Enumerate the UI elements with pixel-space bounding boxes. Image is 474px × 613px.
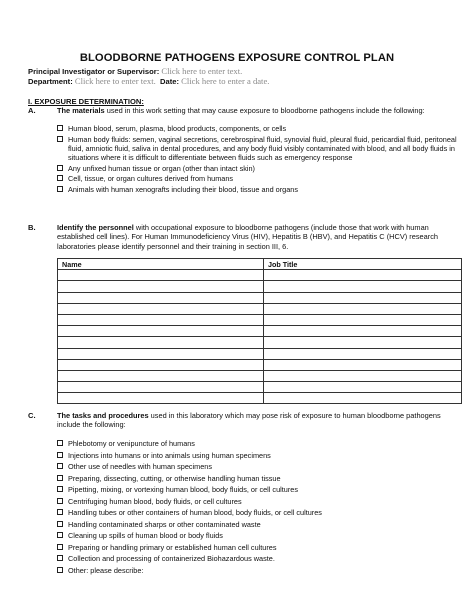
checkbox-icon[interactable] — [57, 175, 63, 181]
section-b-intro-text: with occupational exposure to bloodborne pathogens (include those that work with human established cell lines). For Human Immunodeficiency Virus (HIV), Hepatitis B (HBV), and Hepatitis C (HCV) research laboratories please identify personnel and their training in section III, 6. — [57, 223, 439, 251]
job-title-cell[interactable] — [264, 303, 462, 314]
table-row — [58, 326, 462, 337]
department-field-row — [28, 76, 269, 87]
job-title-cell[interactable] — [264, 292, 462, 303]
checkbox-icon[interactable] — [57, 555, 63, 561]
name-cell[interactable] — [58, 281, 264, 292]
table-row — [58, 393, 462, 404]
list-item[interactable]: Phlebotomy or venipuncture of humans — [57, 439, 457, 451]
job-title-cell[interactable] — [264, 382, 462, 393]
name-cell[interactable] — [58, 393, 264, 404]
checkbox-icon[interactable] — [57, 498, 63, 504]
materials-checklist — [57, 124, 457, 196]
job-title-cell[interactable] — [264, 337, 462, 348]
name-cell[interactable] — [58, 270, 264, 281]
section-c-intro-text: used in this laboratory which may pose risk of exposure to human bloodborne pathogens include the following: — [57, 411, 441, 430]
name-cell[interactable] — [58, 292, 264, 303]
job-title-cell[interactable] — [264, 393, 462, 404]
table-row — [58, 370, 462, 381]
list-item[interactable]: Collection and processing of containerized Biohazardous waste. — [57, 554, 457, 566]
name-cell[interactable] — [58, 303, 264, 314]
name-cell[interactable] — [58, 382, 264, 393]
checkbox-icon[interactable] — [57, 440, 63, 446]
checkbox-icon[interactable] — [57, 463, 63, 469]
table-row — [58, 348, 462, 359]
list-item[interactable]: Other: please describe: — [57, 566, 457, 578]
list-item[interactable]: Pipetting, mixing, or vortexing human blood, body fluids, or cell cultures — [57, 485, 457, 497]
section-heading-exposure: I. EXPOSURE DETERMINATION: — [28, 97, 144, 106]
list-item[interactable]: Handling contaminated sharps or other contaminated waste — [57, 520, 457, 532]
checkbox-icon[interactable] — [57, 165, 63, 171]
list-item[interactable]: Injections into humans or into animals using human specimens — [57, 451, 457, 463]
table-row — [58, 382, 462, 393]
date-label: Date: — [160, 77, 179, 86]
personnel-table — [57, 258, 462, 404]
job-title-cell[interactable] — [264, 326, 462, 337]
pi-label: Principal Investigator or Supervisor: — [28, 67, 160, 76]
list-item[interactable]: Any unfixed human tissue or organ (other than intact skin) — [57, 164, 457, 173]
list-item[interactable]: Human body fluids: semen, vaginal secretions, cerebrospinal fluid, synovial fluid, pleural fluid, pericardial fluid, peritoneal fluid, amniotic fluid, saliva in dental procedures, and any body fluid visibly contaminated with blood, and all body fluids in situations where it is difficult to differentiate between fluids such as emergency response — [57, 135, 457, 162]
document-title: BLOODBORNE PATHOGENS EXPOSURE CONTROL PLAN — [79, 52, 395, 64]
section-b-label: B. — [28, 223, 36, 232]
column-header-job-title: Job Title — [264, 259, 462, 270]
name-cell[interactable] — [58, 326, 264, 337]
table-row — [58, 359, 462, 370]
checkbox-icon[interactable] — [57, 136, 63, 142]
name-cell[interactable] — [58, 314, 264, 325]
list-item[interactable]: Centrifuging human blood, body fluids, or cell cultures — [57, 497, 457, 509]
department-input[interactable]: Click here to enter text. — [74, 76, 156, 86]
section-a-intro — [57, 106, 457, 115]
job-title-cell[interactable] — [264, 270, 462, 281]
job-title-cell[interactable] — [264, 314, 462, 325]
list-item[interactable]: Cell, tissue, or organ cultures derived from humans — [57, 174, 457, 183]
list-item[interactable]: Cleaning up spills of human blood or body fluids — [57, 531, 457, 543]
pi-input[interactable]: Click here to enter text. — [161, 66, 243, 76]
list-item[interactable]: Other use of needles with human specimens — [57, 462, 457, 474]
table-row — [58, 314, 462, 325]
checkbox-icon[interactable] — [57, 475, 63, 481]
section-a-intro-bold: The materials — [57, 106, 105, 115]
name-cell[interactable] — [58, 348, 264, 359]
section-a-label: A. — [28, 106, 36, 115]
table-row — [58, 281, 462, 292]
name-cell[interactable] — [58, 359, 264, 370]
checkbox-icon[interactable] — [57, 544, 63, 550]
table-row — [58, 292, 462, 303]
table-row — [58, 337, 462, 348]
name-cell[interactable] — [58, 337, 264, 348]
checkbox-icon[interactable] — [57, 532, 63, 538]
list-item[interactable]: Animals with human xenografts including their blood, tissue and organs — [57, 185, 457, 194]
table-header-row — [58, 259, 462, 270]
name-cell[interactable] — [58, 370, 264, 381]
checkbox-icon[interactable] — [57, 509, 63, 515]
section-a-intro-text: used in this work setting that may cause exposure to bloodborne pathogens include the following: — [104, 106, 425, 115]
checkbox-icon[interactable] — [57, 125, 63, 131]
section-c-intro-bold: The tasks and procedures — [57, 411, 149, 420]
list-item[interactable]: Preparing, dissecting, cutting, or otherwise handling human tissue — [57, 474, 457, 486]
checkbox-icon[interactable] — [57, 452, 63, 458]
checkbox-icon[interactable] — [57, 567, 63, 573]
section-c-label: C. — [28, 411, 36, 420]
checkbox-icon[interactable] — [57, 521, 63, 527]
checkbox-icon[interactable] — [57, 486, 63, 492]
date-input[interactable]: Click here to enter a date. — [181, 76, 270, 86]
job-title-cell[interactable] — [264, 348, 462, 359]
job-title-cell[interactable] — [264, 370, 462, 381]
list-item[interactable]: Handling tubes or other containers of human blood, body fluids, or cell cultures — [57, 508, 457, 520]
tasks-checklist — [57, 439, 457, 578]
department-label: Department: — [28, 77, 73, 86]
table-row — [58, 303, 462, 314]
section-b-intro-bold: Identify the personnel — [57, 223, 134, 232]
table-row — [58, 270, 462, 281]
list-item[interactable]: Human blood, serum, plasma, blood products, components, or cells — [57, 124, 457, 133]
list-item[interactable]: Preparing or handling primary or established human cell cultures — [57, 543, 457, 555]
section-b-intro — [57, 223, 457, 251]
checkbox-icon[interactable] — [57, 186, 63, 192]
job-title-cell[interactable] — [264, 359, 462, 370]
section-c-intro — [57, 411, 457, 430]
job-title-cell[interactable] — [264, 281, 462, 292]
column-header-name: Name — [58, 259, 264, 270]
